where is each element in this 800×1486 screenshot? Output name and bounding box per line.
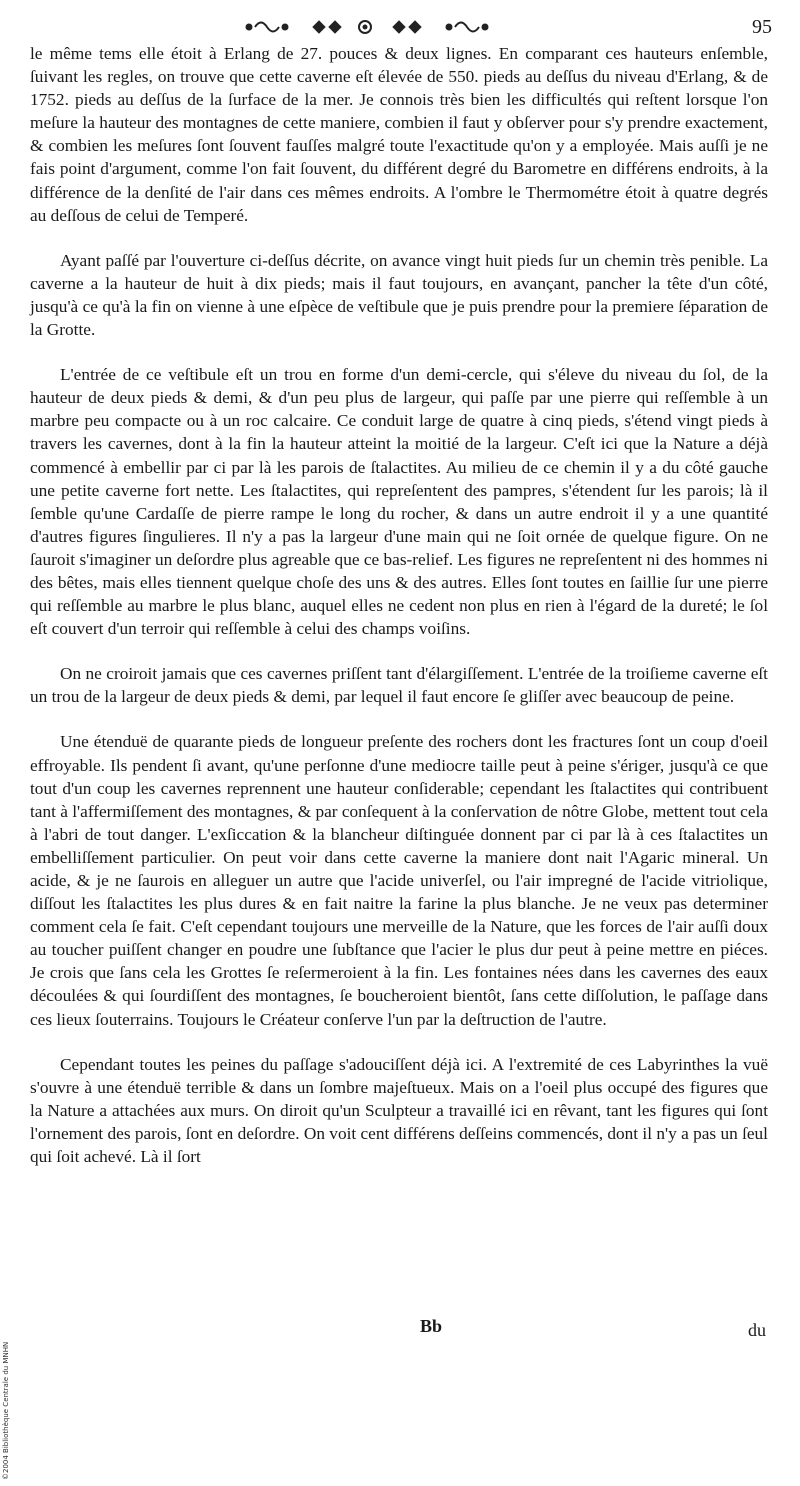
signature-mark: Bb [420, 1316, 443, 1336]
paragraph-2: Ayant paſſé par l'ouverture ci-deſſus décrite, on avance vingt huit pieds ſur un chemin très penible. La caverne a la hauteur de huit à dix pieds; mais il faut toujours, en avançant, pancher la tête d'un côté, jusqu'à ce qu'à la fin on vienne à une eſpèce de veſtibule que je puis prendre pour la premiere ſéparation de la Grotte. [30, 250, 768, 340]
body-text [30, 42, 768, 1168]
paragraph-1: le même tems elle étoit à Erlang de 27. pouces & deux lignes. En comparant ces hauteurs enſemble, ſuivant les regles, on trouve que cette caverne eſt élevée de 550. pieds au deſſus du niveau d'Erlang, & de 1752. pieds au deſſus de la ſurface de la mer. Je connois très bien les difficultés qui reſtent lorsque l'on meſure la hauteur des montagnes de cette maniere, combien il faut y obſerver pour s'y prendre exactement, & combien les meſures ſont ſouvent fauſſes malgré toute l'exactitude qu'on y a employée. Mais auſſi je ne fais point d'argument, comme l'on fait ſouvent, du différent degré du Barometre en différens endroits, à la différence de la denſité de l'air dans ces mêmes endroits. A l'ombre le Thermométre étoit à quatre degrés au deſſous de celui de Temperé. [30, 44, 768, 225]
floral-headpiece-ornament-icon [225, 16, 525, 38]
library-credit-text: ©2004 Bibliothèque Centrale du MNHN [2, 1341, 10, 1480]
paragraph-6: Cependant toutes les peines du paſſage s'adouciſſent déjà ici. A l'extremité de ces Labyrinthes la vuë s'ouvre à une étenduë terrible & dans un ſombre majeſtueux. Mais on a l'oeil plus occupé des figures que la Nature a attachées aux murs. On diroit qu'un Sculpteur a travaillé ici en rêvant, tant les figures qui ſont l'ornement des parois, ſont en deſordre. On voit cent différens deſſeins commencés, dont il n'y a pas un ſeul qui ſoit achevé. Là il ſort [30, 1054, 768, 1167]
page-header [0, 14, 800, 42]
paragraph-4: On ne croiroit jamais que ces cavernes priſſent tant d'élargiſſement. L'entrée de la troiſieme caverne eſt un trou de la largeur de deux pieds & demi, par lequel il faut encore ſe gliſſer avec beaucoup de peine. [30, 664, 768, 707]
catchword: du [748, 1320, 766, 1340]
paragraph-5: Une étenduë de quarante pieds de longueur preſente des rochers dont les fractures ſont un coup d'oeil effroyable. Ils pendent ſi avant, qu'une perſonne d'une mediocre taille peut à peine s'ériger, jusqu'à ce que tout d'un coup les cavernes reprennent une hauteur conſiderable; cependant les ſtalactites qui contribuent tant à l'affermiſſement des montagnes, & par conſequent à la conſervation de nôtre Globe, mettent tout cela à l'abri de tout danger. L'exſiccation & la blancheur diſtinguée donnent par ci par là à ces ſtalactites un embelliſſement particulier. On peut voir dans cette caverne la maniere dont nait l'Agaric mineral. Un acide, & je ne ſaurois en alleguer un autre que l'acide univerſel, ou l'air impregné de l'acide vitriolique, diſſout les ſtalactites les plus dures & en fait naitre la farine la plus blanche. Je ne veux pas determiner comment cela ſe fait. C'eſt cependant toujours une merveille de la Nature, que les forces de l'air auſſi doux au toucher puiſſent changer en poudre une ſubſtance que l'acier le plus dur peut à peine mettre en piéces. Je crois que ſans cela les Grottes ſe reſermeroient à la fin. Les fontaines nées dans les cavernes des eaux découlées & qui ſourdiſſent des montagnes, ſe boucheroient bientôt, ſans cette diſſolution, le paſſage dans ces lieux ſouterrains. Toujours le Créateur conſerve l'un par la deſtruction de l'autre. [30, 732, 768, 1029]
page-number: 95 [752, 16, 772, 38]
library-credit [2, 1340, 16, 1480]
paragraph-3: L'entrée de ce veſtibule eſt un trou en forme d'un demi-cercle, qui s'éleve du niveau du ſol, de la hauteur de deux pieds & demi, & d'un peu plus de largeur, qui paſſe par une pierre qui reſſemble à un marbre peu compacte ou à un roc calcaire. Ce conduit large de quatre à cinq pieds, s'étend vingt pieds à travers les cavernes, dont à la fin la hauteur atteint la moitié de la largeur. C'eſt ici que la Nature a déjà commencé à embellir par ci par là les parois de ſtalactites. Au milieu de ce chemin il y a du côté gauche une petite caverne fort nette. Les ſtalactites, qui repreſentent des pampres, s'étendent ſur les parois; là il ſemble qu'une Cardaſſe de pierre rampe le long du rocher, & dans un autre endroit il y a une quantité d'autres figures ſingulieres. Il n'y a pas la largeur d'une main qui ne ſoit ornée de quelque figure. On ne ſauroit s'imaginer un deſordre plus agreable que ce bas-relief. Les figures ne repreſentent ni des hommes ni des bêtes, mais elles tiennent quelque choſe des uns & des autres. Elles ſont toutes en ſaillie ſur une pierre qui reſſemble au marbre le plus blanc, auquel elles ne cedent non plus en rien à l'égard de la dureté; le ſol eſt couvert d'un terroir qui reſſemble à celui des champs voiſins. [30, 365, 768, 639]
